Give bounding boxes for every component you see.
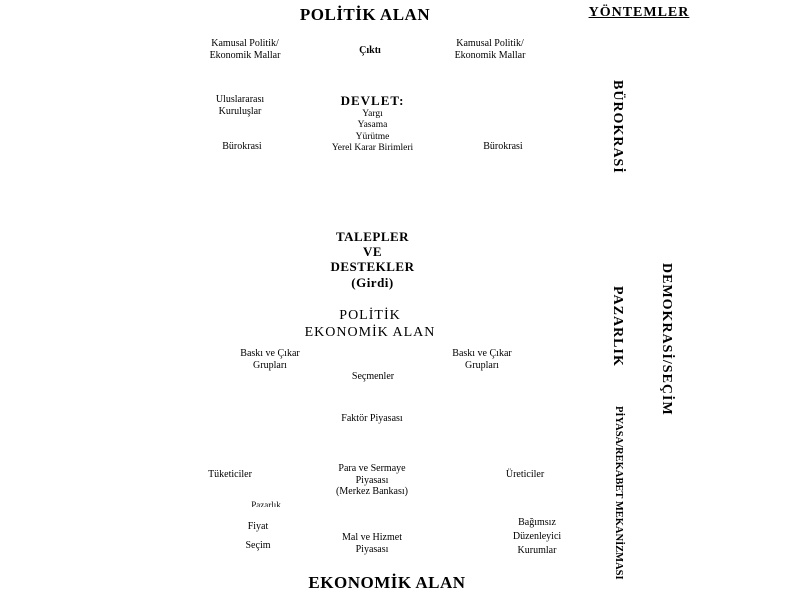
demands-line-3: DESTEKLER [330, 259, 415, 275]
bureaucracy-right: Bürokrasi [483, 141, 523, 152]
demands-line-1: TALEPLER [335, 229, 410, 244]
output-label: Çıktı [359, 45, 381, 56]
public-goods-left [190, 38, 300, 61]
state-item-judiciary: Yargı [362, 108, 383, 119]
money-market-line-3: (Merkez Bankası) [336, 486, 408, 497]
demands-line-4: (Girdi) [351, 274, 394, 290]
international-organizations [195, 94, 285, 117]
public-goods-left-line-2: Ekonomik Mallar [209, 49, 281, 61]
political-economic-area-title [280, 308, 460, 342]
goods-market-line-2: Piyasası [355, 543, 389, 555]
method-bargaining: PAZARLIK [610, 286, 625, 367]
economic-area-title: EKONOMİK ALAN [308, 573, 466, 592]
public-goods-right [435, 38, 545, 61]
pressure-right-line-1: Baskı ve Çıkar [452, 348, 512, 359]
pressure-groups-right [432, 348, 532, 371]
independent-line-1: Bağımsız [518, 517, 556, 528]
state-block [305, 94, 440, 155]
voters-label: Seçmenler [351, 371, 395, 382]
state-item-local-units: Yerel Karar Birimleri [331, 143, 414, 154]
pressure-left-line-1: Baskı ve Çıkar [240, 348, 300, 359]
public-goods-left-line-1: Kamusal Politik/ [211, 38, 279, 49]
money-capital-market [312, 463, 432, 498]
price-label: Fiyat [247, 521, 269, 532]
state-item-executive: Yürütme [355, 131, 390, 142]
public-goods-right-line-2: Ekonomik Mallar [454, 49, 526, 61]
method-bureaucracy: BÜROKRASİ [610, 80, 625, 174]
money-market-line-2: Piyasası [355, 474, 389, 486]
demands-line-2: VE [362, 244, 383, 260]
pressure-left-line-2: Grupları [253, 359, 287, 371]
consumers-label: Tüketiciler [208, 469, 252, 480]
money-market-line-1: Para ve Sermaye [338, 463, 406, 474]
international-line-2: Kuruluşlar [218, 105, 262, 117]
political-economic-title-line-1: POLİTİK [339, 308, 401, 323]
political-area-title: POLİTİK ALAN [299, 5, 431, 24]
bargaining-label: Pazarlık [251, 500, 281, 507]
producers-label: Üreticiler [505, 469, 545, 480]
methods-heading: YÖNTEMLER [588, 5, 690, 20]
state-items [305, 109, 440, 155]
state-title: DEVLET: [340, 93, 405, 108]
demands-and-supports [305, 229, 440, 290]
bureaucracy-left: Bürokrasi [222, 141, 262, 152]
method-democracy: DEMOKRASİ/SEÇİM [659, 263, 674, 416]
independent-line-3: Kurumlar [517, 545, 557, 556]
international-line-1: Uluslararası [215, 94, 265, 105]
public-goods-right-line-1: Kamusal Politik/ [456, 38, 524, 49]
factor-market: Faktör Piyasası [341, 413, 403, 424]
independent-regulatory-bodies [494, 516, 580, 558]
method-market-competition: PİYASA/REKABET MEKANİZMASI [613, 406, 624, 580]
pressure-right-line-2: Grupları [465, 359, 499, 371]
goods-services-market [322, 532, 422, 555]
state-item-legislature: Yasama [357, 120, 388, 131]
goods-market-line-1: Mal ve Hizmet [342, 532, 402, 543]
choice-label: Seçim [245, 540, 271, 551]
independent-line-2: Düzenleyici [512, 531, 562, 542]
political-economic-title-line-2: EKONOMİK ALAN [304, 324, 436, 340]
pressure-groups-left [220, 348, 320, 371]
